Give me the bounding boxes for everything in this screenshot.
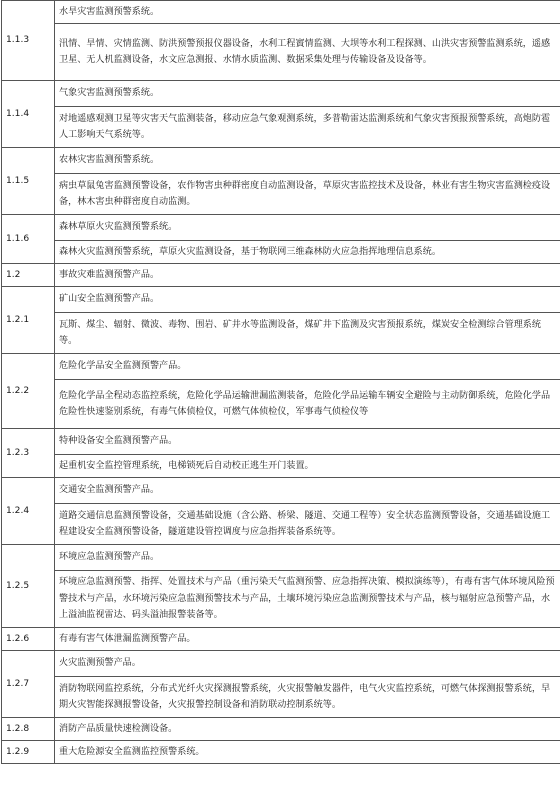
table-row (2, 571, 560, 628)
item-code: 1.1.4 (2, 81, 55, 148)
item-title: 重大危险源安全监测监控预警系统。 (55, 741, 560, 764)
table-row (2, 264, 560, 287)
item-title: 森林草原火灾监测预警系统。 (55, 215, 560, 241)
item-title: 火灾监测预警产品。 (55, 651, 560, 677)
item-code: 1.1.5 (2, 148, 55, 215)
table-row (2, 677, 560, 718)
table-row (2, 455, 560, 478)
table-row (2, 313, 560, 354)
table-row (2, 148, 560, 174)
item-code: 1.2.9 (2, 741, 55, 764)
item-description: 瓦斯、煤尘、辐射、微波、毒物、围岩、矿井水等监测设备，煤矿井下监测及灾害预报系统，煤炭安全检测综合管理系统等。 (55, 313, 560, 354)
item-description: 危险化学品全程动态监控系统，危险化学品运输泄漏监测装备，危险化学品运输车辆安全避险与主动防御系统，危险化学品危险性快速鉴别系统，有毒气体侦检仪，可燃气体侦检仪，军事毒气侦检仪等 (55, 380, 560, 429)
item-code: 1.2.2 (2, 354, 55, 429)
item-code: 1.2.4 (2, 478, 55, 545)
table-row (2, 24, 560, 81)
item-code: 1.2.3 (2, 429, 55, 478)
table-row (2, 651, 560, 677)
table-row (2, 504, 560, 545)
catalog-table (1, 0, 560, 764)
table-row (2, 429, 560, 455)
item-title: 矿山安全监测预警产品。 (55, 287, 560, 313)
table-row (2, 545, 560, 571)
table-row (2, 628, 560, 651)
item-code: 1.1.3 (2, 1, 55, 81)
item-code: 1.2.8 (2, 718, 55, 741)
item-description: 对地遥感观测卫星等灾害天气监测装备，移动应急气象观测系统，多普勒雷达监测系统和气象灾害预报预警系统，高炮防雹人工影响天气系统等。 (55, 107, 560, 148)
table-row (2, 380, 560, 429)
table-row (2, 81, 560, 107)
item-description: 环境应急监测预警、指挥、处置技术与产品（重污染天气监测预警、应急指挥决策、模拟演练等），有毒有害气体环境风险预警技术与产品，水环境污染应急监测预警技术与产品，土壤环境污染应急监测预警技术与产品，核与辐射应急预警产品，水上溢油监视雷达、码头溢油报警装备等。 (55, 571, 560, 628)
item-title: 有毒有害气体泄漏监测预警产品。 (55, 628, 560, 651)
item-code: 1.2.1 (2, 287, 55, 354)
item-title: 环境应急监测预警产品。 (55, 545, 560, 571)
item-code: 1.2.7 (2, 651, 55, 718)
item-code: 1.2 (2, 264, 55, 287)
table-row (2, 1, 560, 24)
table-row (2, 215, 560, 241)
item-title: 特种设备安全监测预警产品。 (55, 429, 560, 455)
item-description: 汛情、旱情、灾情监测、防洪预警预报仪器设备，水利工程賨情监测、大坝等水利工程探测、山洪灾害预警监测系统，遥感卫星、无人机监测设备，水文应急测报、水情水质监测、数据采集处理与传输设备及设备等。 (55, 24, 560, 81)
item-description: 道路交通信息监测预警设备，交通基础设施（含公路、桥梁、隧道、交通工程等）安全状态监测预警设备，交通基础设施工程建设安全监测预警设备，隧道建设管控调度与应急指挥装备系统等。 (55, 504, 560, 545)
table-row (2, 741, 560, 764)
table-row (2, 478, 560, 504)
item-title: 交通安全监测预警产品。 (55, 478, 560, 504)
item-code: 1.2.6 (2, 628, 55, 651)
item-code: 1.1.6 (2, 215, 55, 264)
item-title: 危险化学品安全监测预警产品。 (55, 354, 560, 380)
table-row (2, 241, 560, 264)
item-description: 病虫草鼠兔害监测预警设备，农作物害虫种群密度自动监测设备，草原灾害监控技术及设备，林业有害生物灾害监测检疫设备，林木害虫种群密度自动监测。 (55, 174, 560, 215)
item-description: 消防物联网监控系统，分布式光纤火灾探测报警系统，火灾报警触发器件，电气火灾监控系统，可燃气体探测报警系统，早期火灾智能探测报警设备，火灾报警控制设备和消防联动控制系统等。 (55, 677, 560, 718)
item-title: 消防产品质量快速检测设备。 (55, 718, 560, 741)
table-row (2, 287, 560, 313)
item-title: 事故灾难监测预警产品。 (55, 264, 560, 287)
table-row (2, 354, 560, 380)
table-row (2, 107, 560, 148)
item-title: 水旱灾害监测预警系统。 (55, 1, 560, 24)
table-row (2, 174, 560, 215)
item-description: 森林火灾监测预警系统，草原火灾监测设备，基于物联网三维森林防火应急指挥地理信息系统。 (55, 241, 560, 264)
item-code: 1.2.5 (2, 545, 55, 628)
item-description: 起重机安全监控管理系统，电梯锁死后自动校正逃生开门装置。 (55, 455, 560, 478)
item-title: 气象灾害监测预警系统。 (55, 81, 560, 107)
item-title: 农林灾害监测预警系统。 (55, 148, 560, 174)
table-row (2, 718, 560, 741)
